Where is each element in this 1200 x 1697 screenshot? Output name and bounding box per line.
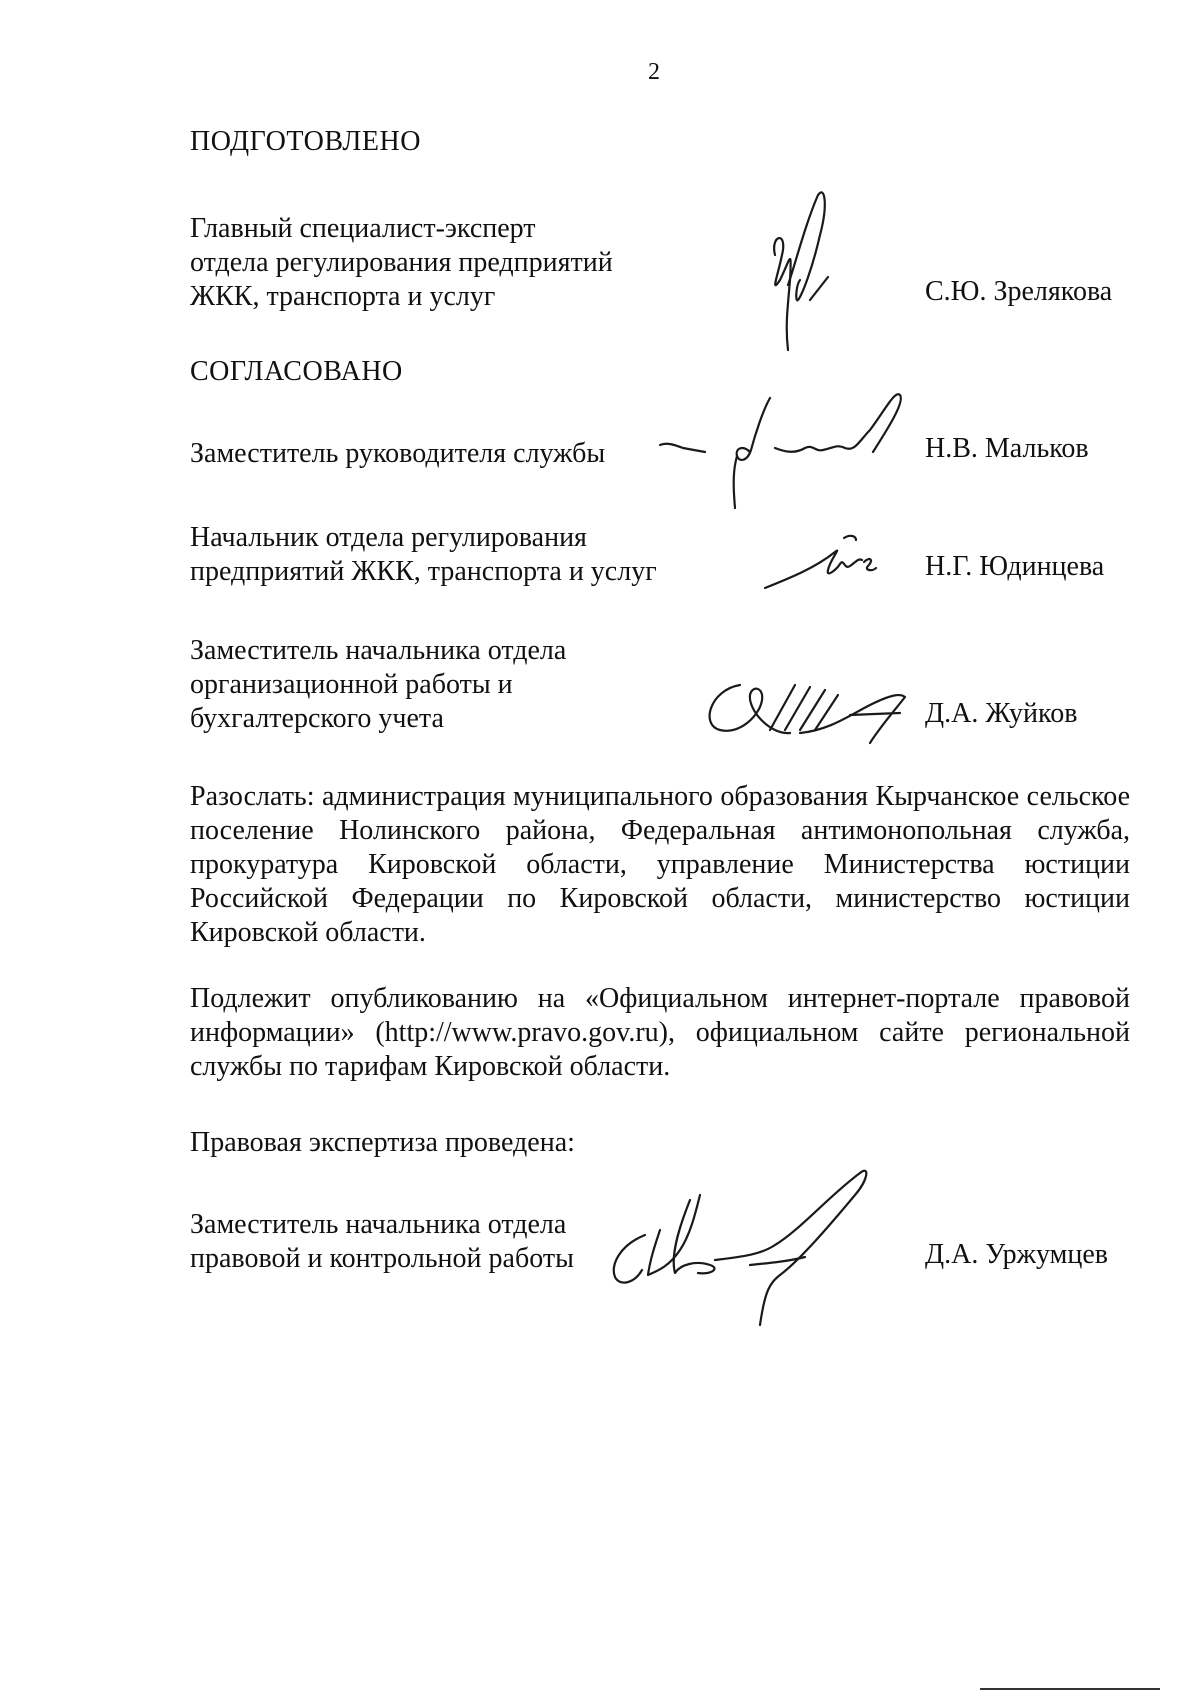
prepared-position-line-2: отдела регулирования предприятий <box>190 247 613 278</box>
legal-review-heading: Правовая экспертиза проведена: <box>190 1127 575 1158</box>
footer-rule <box>980 1688 1160 1690</box>
agreed-2-position-line-1: Начальник отдела регулирования <box>190 522 587 553</box>
prepared-heading: ПОДГОТОВЛЕНО <box>190 126 421 157</box>
signature-yudintseva <box>760 530 890 600</box>
agreed-1-name: Н.В. Мальков <box>925 433 1089 464</box>
distribution-paragraph: Разослать: администрация муниципального образования Кырчанское сельское поселение Нолинского района, Федеральная антимонопольная служба, прокуратура Кировской области, управление Министерства юстиции Российской Федерации по Кировской области, министерство юстиции Кировской области. <box>190 781 1130 948</box>
legal-review-position-line-2: правовой и контрольной работы <box>190 1243 574 1274</box>
publication-paragraph: Подлежит опубликованию на «Официальном интернет-портале правовой информации» (http://www.pravo.gov.ru), официальном сайте региональной службы по тарифам Кировской области. <box>190 983 1130 1082</box>
signature-malkov <box>655 390 925 520</box>
agreed-3-position-line-2: организационной работы и <box>190 669 513 700</box>
legal-review-name: Д.А. Уржумцев <box>925 1239 1109 1270</box>
signature-zrelyakova <box>740 185 850 355</box>
agreed-3-position-line-1: Заместитель начальника отдела <box>190 635 567 666</box>
page-number: 2 <box>648 59 660 85</box>
prepared-position-line-1: Главный специалист-эксперт <box>190 213 536 244</box>
agreed-heading: СОГЛАСОВАНО <box>190 356 403 387</box>
agreed-3-position-line-3: бухгалтерского учета <box>190 703 444 734</box>
prepared-position-line-3: ЖКК, транспорта и услуг <box>190 281 496 312</box>
signature-urzhumtsev <box>600 1165 900 1330</box>
agreed-2-name: Н.Г. Юдинцева <box>925 551 1105 582</box>
agreed-3-name: Д.А. Жуйков <box>925 698 1078 729</box>
signature-zhuykov <box>700 675 910 750</box>
prepared-name: С.Ю. Зрелякова <box>925 276 1113 307</box>
agreed-1-position-line-1: Заместитель руководителя службы <box>190 438 606 469</box>
agreed-2-position-line-2: предприятий ЖКК, транспорта и услуг <box>190 556 657 587</box>
legal-review-position-line-1: Заместитель начальника отдела <box>190 1209 567 1240</box>
